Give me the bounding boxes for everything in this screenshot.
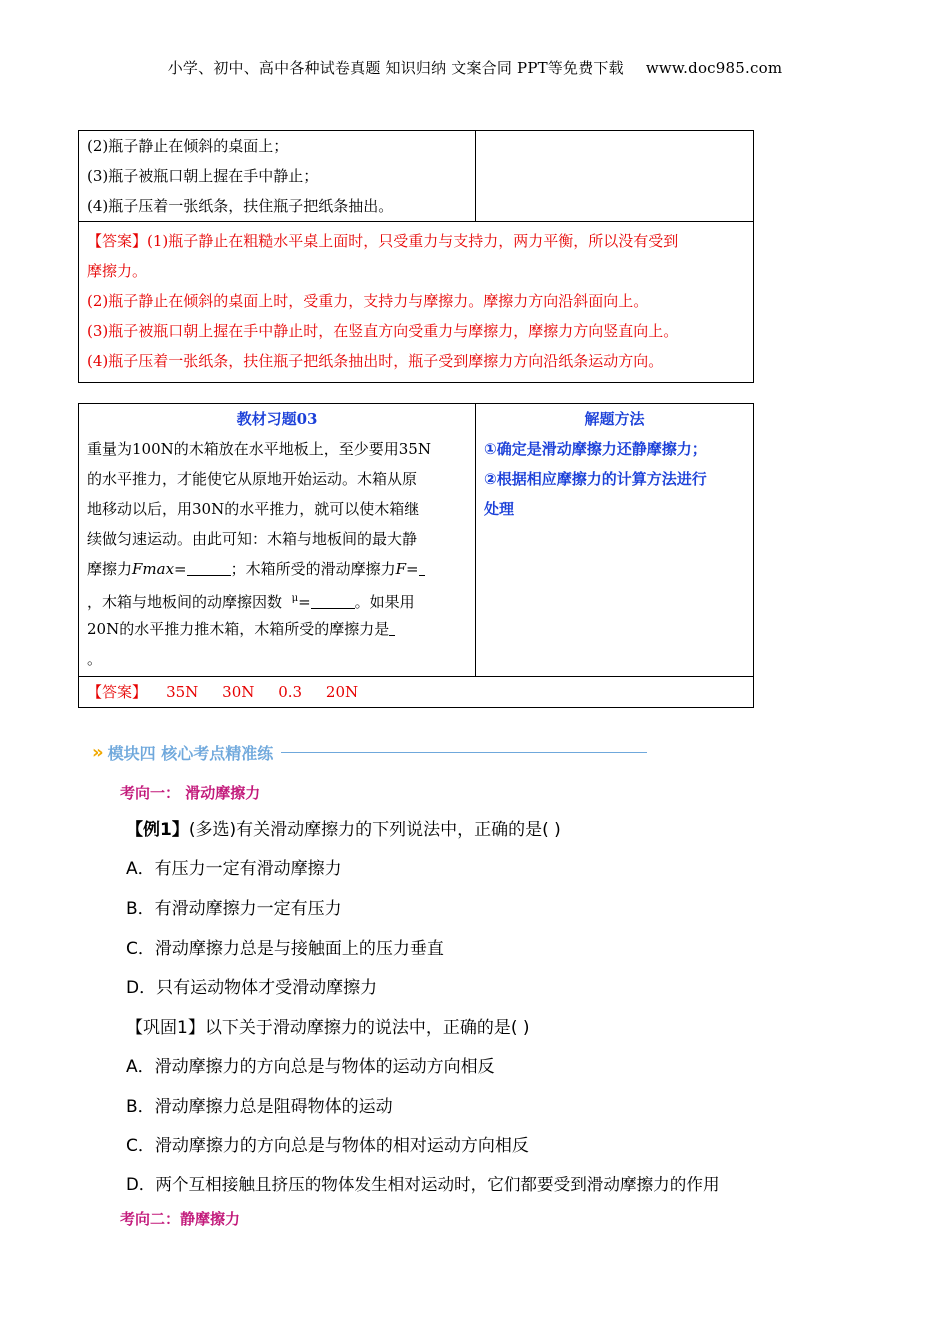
method-line: 处理 xyxy=(484,500,515,518)
exercise-box-2 xyxy=(78,403,754,708)
option-a: A．滑动摩擦力的方向总是与物体的运动方向相反 xyxy=(126,1057,495,1077)
answer-line: 摩擦力。 xyxy=(87,262,148,280)
method-line: ②根据相应摩擦力的计算方法进行 xyxy=(484,470,707,488)
example-label: 【例1】 xyxy=(126,820,189,840)
textbook-exercise-title: 教材习题03 xyxy=(236,410,318,428)
module-heading xyxy=(92,740,647,764)
example-question: 【例1】(多选)有关滑动摩擦力的下列说法中，正确的是( ) xyxy=(126,820,561,840)
answer-value: 30N xyxy=(222,683,255,701)
question-line: (4)瓶子压着一张纸条，扶住瓶子把纸条抽出。 xyxy=(87,197,394,215)
question-line: (3)瓶子被瓶口朝上握在手中静止； xyxy=(87,167,319,185)
empty-cell xyxy=(476,131,754,222)
section-heading-sliding-friction: 考向一： 滑动摩擦力 xyxy=(120,784,261,802)
answer-line: (1)瓶子静止在粗糙水平桌上面时，只受重力与支持力，两力平衡，所以没有受到 xyxy=(147,232,679,250)
answer-line: (4)瓶子压着一张纸条，扶住瓶子把纸条抽出时，瓶子受到摩擦力方向沿纸条运动方向。 xyxy=(87,352,664,370)
consolidate-question: 【巩固1】以下关于滑动摩擦力的说法中，正确的是( ) xyxy=(126,1018,530,1038)
question-line: 20N的水平推力推木箱，木箱所受的摩擦力是 xyxy=(87,614,467,644)
option-c: C．滑动摩擦力的方向总是与物体的相对运动方向相反 xyxy=(126,1136,529,1156)
method-cell xyxy=(476,404,754,677)
f-symbol: F= xyxy=(395,560,419,578)
section-heading-static-friction: 考向二：静摩擦力 xyxy=(120,1210,241,1228)
answer-value: 35N xyxy=(166,683,199,701)
header-url[interactable]: www.doc985.com xyxy=(645,59,783,77)
answer-cell xyxy=(79,222,754,383)
answer-tag: 【答案】 xyxy=(87,683,148,701)
question-line: 。 xyxy=(87,650,103,668)
method-title: 解题方法 xyxy=(584,410,645,428)
fmax-symbol: Fmax= xyxy=(132,560,187,578)
heading-rule xyxy=(281,752,647,753)
page-header xyxy=(0,57,950,78)
option-d: D．两个互相接触且挤压的物体发生相对运动时，它们都要受到滑动摩擦力的作用 xyxy=(126,1175,720,1194)
question-line: ，木箱与地板间的动摩擦因数 $^\mu$= 。如果用 xyxy=(87,593,415,611)
option-c: C．滑动摩擦力总是与接触面上的压力垂直 xyxy=(126,939,444,959)
textbook-question-cell xyxy=(79,404,476,677)
question-line: (2)瓶子静止在倾斜的桌面上； xyxy=(87,137,289,155)
option-d: D．只有运动物体才受滑动摩擦力 xyxy=(126,978,378,998)
option-b: B．有滑动摩擦力一定有压力 xyxy=(126,899,342,919)
blank-mu[interactable] xyxy=(311,592,355,609)
question-line: 重量为100N的木箱放在水平地板上，至少要用35N xyxy=(87,440,431,458)
question-line: 续做匀速运动。由此可知：木箱与地板间的最大静 xyxy=(87,530,418,548)
double-chevron-icon: » xyxy=(92,741,100,763)
blank-friction[interactable] xyxy=(389,619,395,636)
exercise-box-1 xyxy=(78,130,754,383)
question-cell xyxy=(79,131,476,222)
mu-symbol: μ xyxy=(291,593,299,604)
answer-value: 20N xyxy=(325,683,359,701)
answer-line: (2)瓶子静止在倾斜的桌面上时，受重力，支持力与摩擦力。摩擦力方向沿斜面向上。 xyxy=(87,292,649,310)
question-line: 摩擦力Fmax= ；木箱所受的滑动摩擦力F= xyxy=(87,554,467,584)
module-title: 模块四 核心考点精准练 xyxy=(107,743,274,763)
answer-tag: 【答案】 xyxy=(87,232,148,250)
blank-f[interactable] xyxy=(419,559,425,576)
blank-fmax[interactable] xyxy=(187,559,231,576)
option-b: B．滑动摩擦力总是阻碍物体的运动 xyxy=(126,1097,393,1117)
answer-cell xyxy=(79,677,754,708)
header-text: 小学、初中、高中各种试卷真题 知识归纳 文案合同 PPT等免费下载 xyxy=(167,59,624,77)
answer-line: (3)瓶子被瓶口朝上握在手中静止时，在竖直方向受重力与摩擦力，摩擦力方向竖直向上。 xyxy=(87,322,679,340)
question-line: 地移动以后，用30N的水平推力，就可以使木箱继 xyxy=(87,500,420,518)
answer-value: 0.3 xyxy=(278,683,303,701)
option-a: A．有压力一定有滑动摩擦力 xyxy=(126,859,342,879)
method-line: ①确定是滑动摩擦力还静摩擦力； xyxy=(484,440,707,458)
question-line: 的水平推力，才能使它从原地开始运动。木箱从原 xyxy=(87,470,418,488)
